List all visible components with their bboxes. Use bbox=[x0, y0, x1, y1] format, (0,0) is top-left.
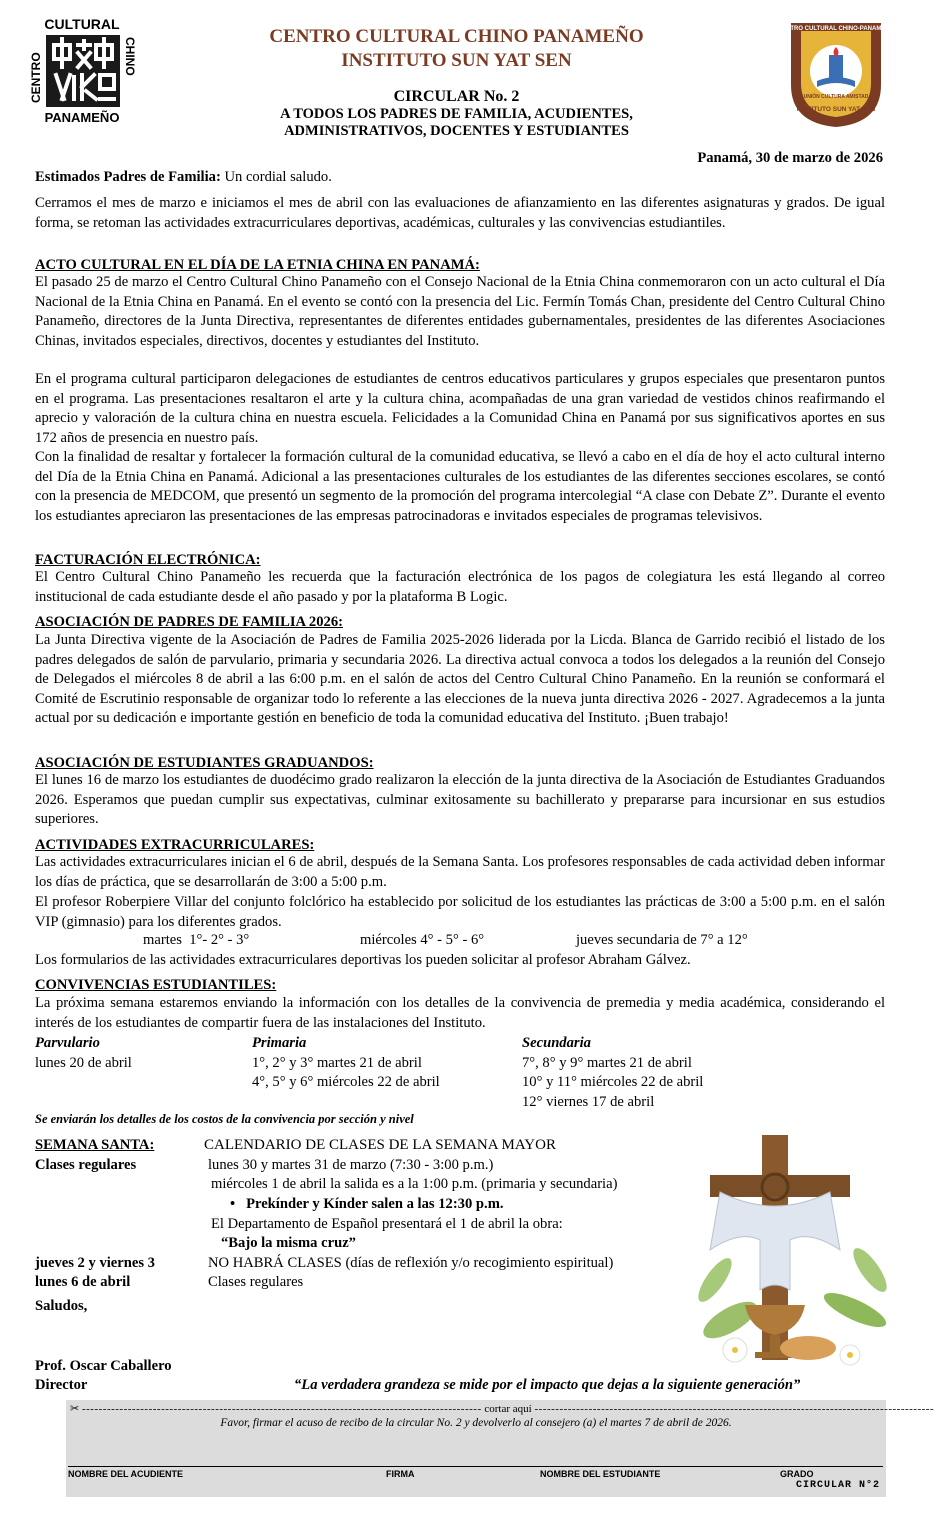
logo-side-left-text: CENTRO bbox=[29, 52, 43, 103]
extra-paragraph-2: El profesor Roberpiere Villar del conjunto folclórico ha establecido por solicitud de los estudiantes las prácticas de 3:00 a 5:00 p.m. en el salón VIP (gimnasio) para los diferentes grados. bbox=[35, 894, 885, 930]
conv-col-line: 1°, 2° y 3° martes 21 de abril bbox=[252, 1054, 422, 1071]
acto-paragraph-3: Con la finalidad de resaltar y fortalecer la formación cultural de la comunidad educativa, se llevó a cabo en el día de hoy el acto cultural interno del Día de la Etnia China en Panamá. Adicional a las presentaciones culturales de los estudiantes de las diferentes secciones escolares, se contó con la presencia de MEDCOM, que presentó un segmento de la promoción del programa intercolegial “A clase con Debate Z”. Durante el evento los estudiantes apreciaron las presentaciones de las empresas patrocinadoras e invitados especiales de programas televisivos. bbox=[35, 449, 885, 524]
conv-col-line: 10° y 11° miércoles 22 de abril bbox=[522, 1074, 704, 1091]
easter-cross-illustration bbox=[690, 1130, 895, 1380]
conv-col-title: Primaria bbox=[252, 1035, 307, 1051]
semana-line-1: lunes 30 y martes 31 de marzo (7:30 - 3:00 p.m.) bbox=[208, 1157, 494, 1173]
institution-subtitle: INSTITUTO SUN YAT SEN bbox=[341, 50, 572, 71]
closing-quote: “La verdadera grandeza se mide por el impacto que dejas a la siguiente generación” bbox=[294, 1377, 801, 1393]
conv-col-line: 7°, 8° y 9° martes 21 de abril bbox=[522, 1054, 692, 1071]
greeting-bold: Estimados Padres de Familia: bbox=[35, 169, 221, 185]
extra-paragraph-3: Los formularios de las actividades extracurriculares deportivas los pueden solicitar al profesor Abraham Gálvez. bbox=[35, 952, 691, 968]
semana-label-no-class: jueves 2 y viernes 3 bbox=[35, 1255, 155, 1271]
greeting bbox=[35, 168, 885, 188]
grad-paragraph: El lunes 16 de marzo los estudiantes de duodécimo grado realizaron la elección de la junta directiva de la Asociación de Estudiantes Graduandos 2026. Esperamos que puedan cumplir sus expectativas, culminar exitosamente su bachillerato y prepararse para incursionar en sus estudios superiores. bbox=[35, 772, 885, 828]
cut-dashes-right: ------------------------------------------------------------------------------------------------ bbox=[534, 1403, 934, 1415]
cut-label: cortar aquí bbox=[484, 1403, 532, 1415]
semana-label-regular: Clases regulares bbox=[35, 1157, 137, 1173]
extra-days-1: martes 1°- 2° - 3° bbox=[143, 932, 250, 948]
bullet-icon: • bbox=[230, 1196, 247, 1212]
asoc-heading: ASOCIACIÓN DE PADRES DE FAMILIA 2026: bbox=[35, 614, 343, 630]
scissors-icon: ✂ bbox=[70, 1403, 80, 1415]
extra-heading: ACTIVIDADES EXTRACURRICULARES: bbox=[35, 837, 315, 853]
factura-paragraph: El Centro Cultural Chino Panameño les recuerda que la facturación electrónica de los pagos de colegiatura les está llegando al correo institucional de cada estudiante desde el año pasado y por la plataforma B Logic. bbox=[35, 569, 885, 605]
grad-heading: ASOCIACIÓN DE ESTUDIANTES GRADUANDOS: bbox=[35, 755, 374, 771]
institution-title: CENTRO CULTURAL CHINO PANAMEÑO bbox=[269, 26, 644, 47]
conv-col-title: Secundaria bbox=[522, 1035, 591, 1051]
acto-heading: ACTO CULTURAL EN EL DÍA DE LA ETNIA CHINA EN PANAMÁ: bbox=[35, 257, 480, 273]
seal-ring-top-text: CENTRO CULTURAL CHINO-PANAMEÑO bbox=[777, 26, 895, 32]
extra-days-2: miércoles 4° - 5° - 6° bbox=[360, 932, 485, 948]
semana-obra: “Bajo la misma cruz” bbox=[221, 1235, 356, 1251]
label-grade: GRADO bbox=[780, 1469, 814, 1479]
conv-col-line: lunes 20 de abril bbox=[35, 1054, 132, 1071]
conv-col-line: 4°, 5° y 6° miércoles 22 de abril bbox=[252, 1074, 440, 1091]
semana-heading: SEMANA SANTA: bbox=[35, 1137, 155, 1153]
signer-name: Prof. Oscar Caballero bbox=[35, 1358, 172, 1374]
conv-col-line: 12° viernes 17 de abril bbox=[522, 1093, 655, 1110]
intro-paragraph: Cerramos el mes de marzo e iniciamos el mes de abril con las evaluaciones de afianzamiento en las diferentes asignaturas y grados. De igual forma, se retoman las actividades extracurriculares deportivas, académicas, culturales y las convivencias estudiantiles. bbox=[35, 195, 885, 231]
semana-line-3: El Departamento de Español presentará el 1 de abril la obra: bbox=[211, 1216, 563, 1232]
circular-code: CIRCULAR N°2 bbox=[796, 1480, 881, 1491]
closing-saludos: Saludos, bbox=[35, 1298, 88, 1314]
semana-title: CALENDARIO DE CLASES DE LA SEMANA MAYOR bbox=[204, 1137, 556, 1153]
acto-paragraph-1: El pasado 25 de marzo el Centro Cultural Chino Panameño con el Consejo Nacional de la Etnia China conmemoraron con un acto cultural el Día Nacional de la Etnia China en Panamá. En el evento se contó con la presencia del Lic. Fermín Tomás Chan, presidente del Centro Cultural Chino Panameño, directores de la Junta Directiva, representantes de diferentes entidades gubernamentales, presidentes de las diferentes Asociaciones Chinas, invitados especiales, directivos, docentes y estudiantes del Instituto. bbox=[35, 274, 885, 349]
semana-line-5: Clases regulares bbox=[208, 1274, 304, 1290]
audience-line-2: ADMINISTRATIVOS, DOCENTES Y ESTUDIANTES bbox=[284, 123, 629, 139]
semana-bullet bbox=[230, 1195, 504, 1213]
logo-bottom-text: PANAMEÑO bbox=[44, 110, 120, 125]
conv-col-title: Parvulario bbox=[35, 1035, 100, 1051]
extra-days-3: jueves secundaria de 7° a 12° bbox=[576, 932, 748, 948]
signer-role: Director bbox=[35, 1377, 88, 1393]
cut-line bbox=[70, 1402, 934, 1416]
conv-col-primaria bbox=[252, 1034, 440, 1093]
conv-col-secundaria bbox=[522, 1034, 703, 1112]
logo-top-text: CULTURAL bbox=[44, 16, 120, 32]
factura-heading: FACTURACIÓN ELECTRÓNICA: bbox=[35, 552, 261, 568]
semana-line-2: miércoles 1 de abril la salida es a la 1:00 p.m. (primaria y secundaria) bbox=[211, 1176, 618, 1192]
conv-col-parvulario bbox=[35, 1034, 132, 1073]
semana-line-4: NO HABRÁ CLASES (días de reflexión y/o recogimiento espiritual) bbox=[208, 1255, 614, 1271]
signature-line bbox=[68, 1466, 883, 1467]
slip-message: Favor, firmar el acuso de recibo de la circular No. 2 y devolverlo al consejero (a) el martes 7 de abril de 2026. bbox=[220, 1417, 732, 1429]
conv-paragraph: La próxima semana estaremos enviando la información con los detalles de la convivencia de premedia y media académica, considerando el interés de los estudiantes de compartir fuera de las instalaciones del Instituto. bbox=[35, 995, 885, 1031]
semana-label-return: lunes 6 de abril bbox=[35, 1274, 131, 1290]
seal-ring-bottom-text: INSTITUTO SUN YAT SEN bbox=[796, 106, 876, 113]
seal-banner-text: UNIÓN CULTURA AMISTAD bbox=[803, 94, 869, 100]
asoc-paragraph: La Junta Directiva vigente de la Asociación de Padres de Familia 2025-2026 liderada por la Licda. Blanca de Garrido recibió el listado de los padres delegados de salón de parvulario, primaria y secundaria 2026. La directiva actual convoca a todos los delegados a la reunión del Consejo de Delegados el miércoles 8 de abril a las 6:00 p.m. en el salón de actos del Centro Cultural Chino Panameño. En la reunión se conformará el Comité de Escrutinio responsable de organizar todo lo referente a las elecciones de la nueva junta directiva 2026 - 2027. Agradecemos a la junta actual por su dedicación e importante gestión en beneficio de toda la comunidad educativa del Instituto. ¡Buen trabajo! bbox=[35, 632, 885, 727]
audience-line-1: A TODOS LOS PADRES DE FAMILIA, ACUDIENTES, bbox=[280, 106, 633, 122]
acto-paragraph-2: En el programa cultural participaron delegaciones de estudiantes de centros educativos particulares y grupos especiales que presentaron puntos en el programa. Las presentaciones resaltaron el arte y la cultura china, acompañadas de una gran variedad de vestidos chinos reafirmando el aprecio y valoración de la cultura china en nuestra escuela. Felicidades a la Comunidad China en Panamá por sus significativos aportes en sus 172 años de presencia en nuestro país. bbox=[35, 371, 885, 446]
greeting-rest: Un cordial saludo. bbox=[220, 169, 332, 185]
semana-bullet-text: Prekínder y Kínder salen a las 12:30 p.m. bbox=[246, 1196, 504, 1212]
label-student: NOMBRE DEL ESTUDIANTE bbox=[540, 1469, 661, 1479]
conv-note: Se enviarán los detalles de los costos de la convivencia por sección y nivel bbox=[35, 1112, 414, 1126]
circular-date: Panamá, 30 de marzo de 2026 bbox=[697, 150, 883, 166]
cut-dashes-left: ------------------------------------------------------------------------------------------------ bbox=[81, 1403, 482, 1415]
label-signature: FIRMA bbox=[386, 1469, 415, 1479]
extra-paragraph-1: Las actividades extracurriculares inician el 6 de abril, después de la Semana Santa. Los profesores responsables de cada actividad deben informar los días de práctica, que se desarrollarán de 3:00 a 5:00 p.m. bbox=[35, 854, 885, 890]
label-guardian: NOMBRE DEL ACUDIENTE bbox=[68, 1469, 184, 1479]
logo-side-right-text: CHINO bbox=[123, 37, 137, 76]
conv-heading: CONVIVENCIAS ESTUDIANTILES: bbox=[35, 977, 277, 993]
circular-number: CIRCULAR No. 2 bbox=[393, 88, 520, 105]
